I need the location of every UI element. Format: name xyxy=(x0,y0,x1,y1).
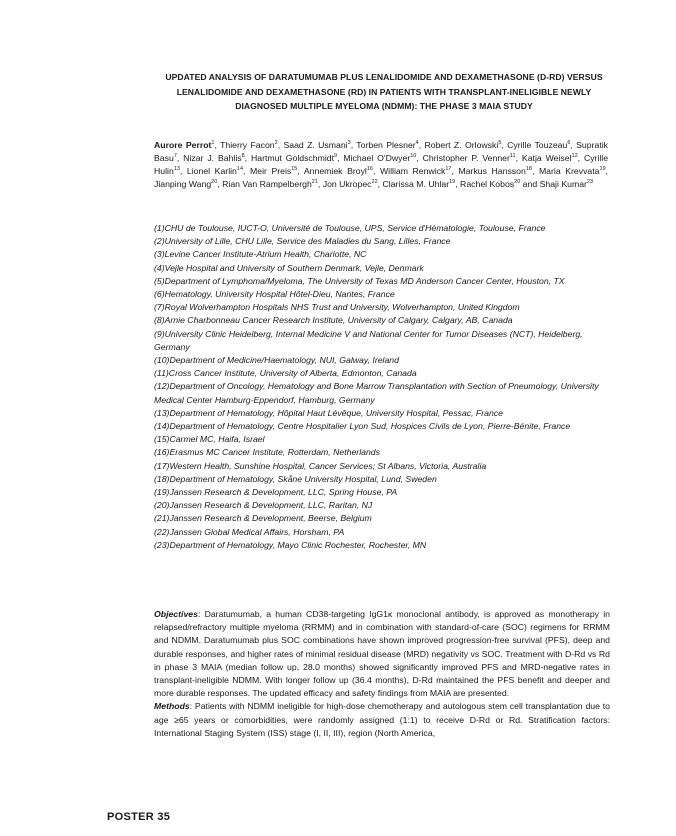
affiliation: (5)Department of Lymphoma/Myeloma, The University of Texas MD Anderson Cancer Center, Houston, TX xyxy=(154,275,565,286)
author-name: Maria Krevvata xyxy=(538,166,600,177)
author xyxy=(183,153,245,163)
author-affiliation-number: 4 xyxy=(415,140,419,146)
author-name: Nizar J. Bahlis xyxy=(183,153,242,164)
author-separator: , xyxy=(418,140,425,150)
author xyxy=(460,179,520,189)
author-name: Torben Plesner xyxy=(356,140,416,150)
author-name: Cyrille Hulin xyxy=(154,153,609,177)
author-affiliation-number: 22 xyxy=(371,179,378,186)
author-separator: , xyxy=(243,166,250,177)
author xyxy=(522,153,578,163)
author-separator: , xyxy=(373,166,380,177)
author-separator: , xyxy=(605,166,609,177)
author-separator: , xyxy=(577,153,584,164)
affiliation: (16)Erasmus MC Cancer Institute, Rotterdam, Netherlands xyxy=(154,447,380,458)
author-name: Lionel Karlin xyxy=(186,166,237,177)
author xyxy=(425,140,502,150)
paper-title: UPDATED ANALYSIS OF DARATUMUMAB PLUS LENALIDOMIDE AND DEXAMETHASONE (D-RD) VERSUS LENALIDOMIDE AND DEXAMETHASONE (RD) IN PATIENTS WITH TRANSPLANT-INELIGIBLE NEWLY DIAGNOSED MULTIPLE MYELOMA (NDMM): THE PHASE 3 MAIA STUDY xyxy=(165,72,603,111)
author-name: Saad Z. Usmani xyxy=(283,140,348,150)
methods-text: : Patients with NDMM ineligible for high-dose chemotherapy and autologous stem cell transplantation due to age ≥65 years or comorbidities, were randomly assigned (1:1) to receive D-Rd or Rd. Stratification factors: International Staging System (ISS) stage (I, II, III), region (North America, xyxy=(154,701,610,738)
author-separator: and xyxy=(520,179,540,190)
author-affiliation-number: 1 xyxy=(211,140,215,146)
author-separator: , xyxy=(570,140,577,150)
author xyxy=(356,140,418,150)
abstract xyxy=(154,608,610,740)
author-affiliation-number: 20 xyxy=(514,179,521,186)
author-name: Christopher P. Venner xyxy=(422,153,510,164)
author-separator: , xyxy=(531,166,539,177)
affiliation: (14)Department of Hematology, Centre Hospitalier Lyon Sud, Hospices Civils de Lyon, Pierre-Bénite, France xyxy=(154,421,571,432)
author-affiliation-number: 10 xyxy=(410,153,417,160)
author-affiliation-number: 19 xyxy=(599,166,606,173)
objectives-label: Objectives xyxy=(154,609,198,619)
author-affiliation-number: 21 xyxy=(311,179,318,186)
author-separator: , xyxy=(214,140,221,150)
author-name: Annemiek Broyl xyxy=(303,166,367,177)
poster-number: POSTER 35 xyxy=(107,811,171,823)
author-separator: , xyxy=(501,140,508,150)
author xyxy=(458,166,531,176)
author-name: Katja Weisel xyxy=(521,153,572,164)
affiliation: (13)Department of Hematology, Hôpital Haut Lévêque, University Hospital, Pessac, France xyxy=(154,407,503,418)
author-affiliation-number: 20 xyxy=(211,179,218,186)
author-separator: , xyxy=(244,153,251,164)
author-list xyxy=(154,139,608,191)
author xyxy=(154,140,214,150)
methods-label: Methods xyxy=(154,701,190,712)
author xyxy=(380,166,452,176)
author-separator: , xyxy=(217,179,223,190)
author-name: Meir Preis xyxy=(250,166,292,177)
author-affiliation-number: 8 xyxy=(241,153,245,160)
author-name: Rachel Kobos xyxy=(460,179,515,190)
author xyxy=(507,140,570,150)
affiliation: (9)University Clinic Heidelberg, Internal Medicine V and National Center for Tumor Diseases (NCT), Heidelberg, Germany xyxy=(154,328,583,352)
author-separator: , xyxy=(179,166,187,177)
affiliation: (3)Levine Cancer Institute-Atrium Health, Charlotte, NC xyxy=(154,249,367,260)
author xyxy=(343,153,416,163)
author-name: Michael O'Dwyer xyxy=(343,153,411,164)
author-separator: , xyxy=(337,153,344,164)
objectives-paragraph xyxy=(154,608,610,700)
author-affiliation-number: 7 xyxy=(173,153,177,160)
author-affiliation-number: 2 xyxy=(274,140,278,146)
author xyxy=(222,179,318,189)
affiliation: (21)Janssen Research & Development, Beerse, Belgium xyxy=(154,513,372,524)
author-affiliation-number: 11 xyxy=(509,153,516,160)
affiliation: (1)CHU de Toulouse, IUCT-O, Université de Toulouse, UPS, Service d'Hématologie, Toulouse, France xyxy=(154,223,546,233)
author xyxy=(220,140,278,150)
author xyxy=(251,153,337,163)
author-name: Hartmut Goldschmidt xyxy=(250,153,335,164)
author xyxy=(283,140,350,150)
author xyxy=(250,166,297,176)
affiliation: (10)Department of Medicine/Haematology, NUI, Galway, Ireland xyxy=(154,355,399,366)
affiliation: (22)Janssen Global Medical Affairs, Horsham, PA xyxy=(154,526,345,537)
affiliation: (12)Department of Oncology, Hematology and Bone Marrow Transplantation with Section of Pneumology, University Medical Center Hamburg-Eppendorf, Hamburg, Germany xyxy=(154,381,599,405)
affiliation: (7)Royal Wolverhampton Hospitals NHS Trust and University, Wolverhampton, United Kingdom xyxy=(154,302,520,313)
author-separator: , xyxy=(297,166,304,177)
methods-paragraph xyxy=(154,700,610,740)
affiliation: (11)Cross Cancer Institute, University of Alberta, Edmonton, Canada xyxy=(154,368,417,379)
author-separator: , xyxy=(455,179,461,190)
author-affiliation-number: 14 xyxy=(236,166,244,173)
author-name: Markus Hansson xyxy=(458,166,526,177)
author-name: William Renwick xyxy=(379,166,446,177)
affiliation: (19)Janssen Research & Development, LLC, Spring House, PA xyxy=(154,487,398,498)
author-affiliation-number: 15 xyxy=(291,166,298,173)
author-affiliation-number: 23 xyxy=(586,179,594,186)
author xyxy=(538,166,609,177)
affiliation: (15)Carmel MC, Haifa, Israel xyxy=(154,434,265,445)
author xyxy=(187,166,243,176)
author-name: Jon Ukropec xyxy=(322,179,372,190)
author xyxy=(304,166,373,176)
author-separator: , xyxy=(451,166,459,177)
author-affiliation-number: 13 xyxy=(173,166,180,173)
author-separator: , xyxy=(277,140,284,150)
author-name: Supratik Basu xyxy=(154,140,609,164)
author-name: Aurore Perrot xyxy=(154,140,212,150)
author-affiliation-number: 17 xyxy=(445,166,452,173)
author-affiliation-number: 12 xyxy=(571,153,578,160)
author-affiliation-number: 5 xyxy=(498,140,502,146)
author-affiliation-number: 6 xyxy=(567,140,571,146)
author-separator: , xyxy=(317,179,323,190)
author xyxy=(540,179,593,189)
affiliation: (8)Arnie Charbonneau Cancer Research Institute, University of Calgary, Calgary, AB, Canada xyxy=(154,315,513,326)
author xyxy=(154,179,217,189)
author-separator: , xyxy=(176,153,184,164)
affiliation: (17)Western Health, Sunshine Hospital, Cancer Services; St Albans, Victoria, Australia xyxy=(154,460,487,471)
author-separator: , xyxy=(377,179,383,190)
author-affiliation-number: 19 xyxy=(449,179,456,186)
author-separator: , xyxy=(416,153,423,164)
affiliation: (18)Department of Hematology, Skåne University Hospital, Lund, Sweden xyxy=(154,473,437,484)
author xyxy=(323,179,378,189)
affiliation: (20)Janssen Research & Development, LLC, Raritan, NJ xyxy=(154,500,373,511)
author-separator: , xyxy=(350,140,357,150)
author-name: Cyrille Touzeau xyxy=(507,140,568,150)
author-name: Shaji Kumar xyxy=(539,179,587,190)
author-name: Clarissa M. Uhlar xyxy=(382,179,450,190)
affiliation: (23)Department of Hematology, Mayo Clinic Rochester, Rochester, MN xyxy=(154,539,427,550)
author-name: Robert Z. Orlowski xyxy=(424,140,499,150)
author-name: Rian Van Rampelbergh xyxy=(222,179,312,190)
author-name: Thierry Facon xyxy=(220,140,275,150)
affiliation: (6)Hematology, University Hospital Hôtel-Dieu, Nantes, France xyxy=(154,289,395,300)
affiliation: (2)University of Lille, CHU Lille, Service des Maladies du Sang, Lilles, France xyxy=(154,236,451,247)
author xyxy=(382,179,455,189)
affiliation: (4)Vejle Hospital and University of Southern Denmark, Vejle, Denmark xyxy=(154,262,424,273)
author-affiliation-number: 9 xyxy=(334,153,338,160)
author-separator: , xyxy=(515,153,522,164)
author-name: Jianping Wang xyxy=(154,179,212,190)
affiliation-list xyxy=(154,222,610,552)
author xyxy=(423,153,516,163)
author-affiliation-number: 16 xyxy=(366,166,373,173)
author-affiliation-number: 3 xyxy=(347,140,351,146)
objectives-text: : Daratumumab, a human CD38-targeting IgG1κ monoclonal antibody, is approved as monotherapy in relapsed/refractory multiple myeloma (RRMM) and in combination with standard-of-care (SOC) regimens for RRMM and NDMM. Daratumumab plus SOC combinations have shown improved progression-free survival (PFS), deep and durable responses, and higher rates of minimal residual disease (MRD) negativity vs SOC. Treatment with D-Rd vs Rd in phase 3 MAIA (median follow up, 28.0 months) showed significantly improved PFS and MRD-negative rates in transplant-ineligible NDMM. With longer follow up (36.4 months), D-Rd maintained the PFS benefit and deeper and more durable responses. The updated efficacy and safety findings from MAIA are presented. xyxy=(154,609,610,699)
author-affiliation-number: 18 xyxy=(525,166,532,173)
